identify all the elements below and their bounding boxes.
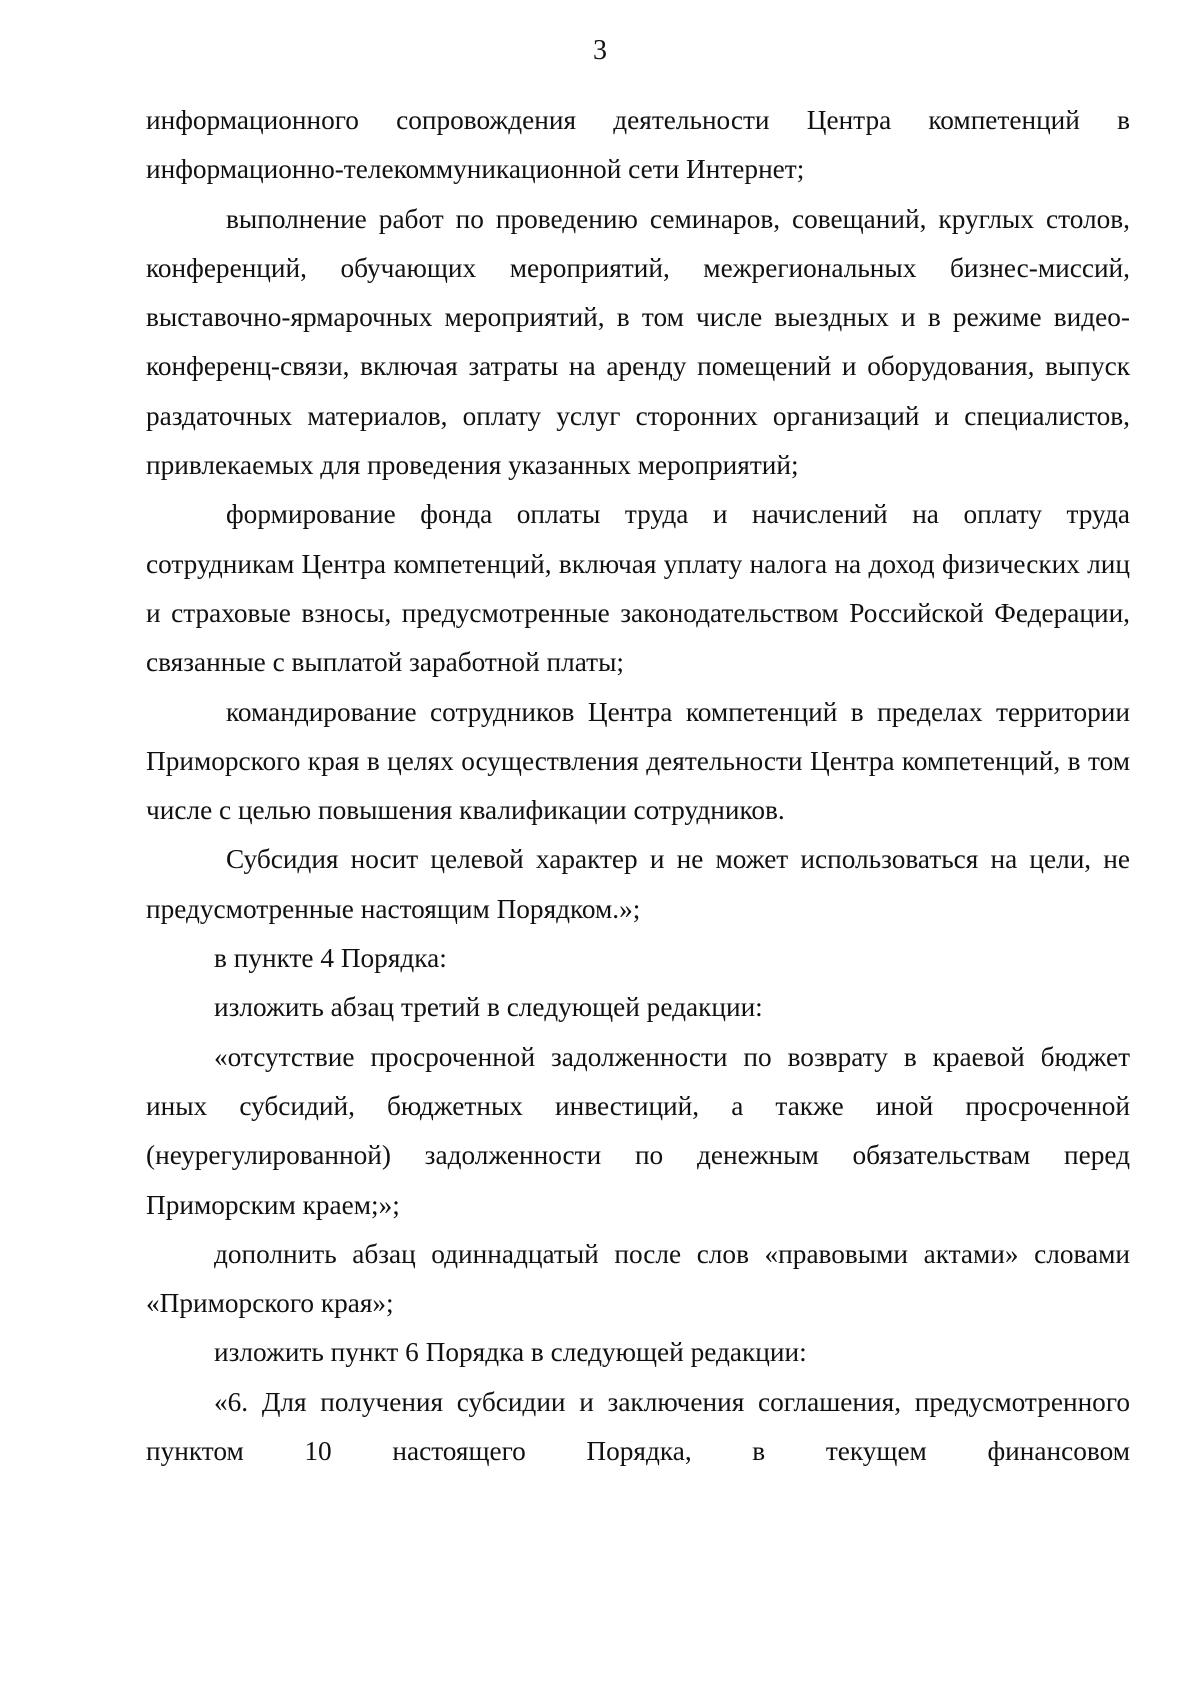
paragraph-seminars: выполнение работ по проведению семинаров, совещаний, круглых столов, конференций, обучающих мероприятий, межрегиональных бизнес-миссий, выставочно-ярмарочных мероприятий, в том числе выездных и в режиме видео-конференц-связи, включая затраты на аренду помещений и оборудования, выпуск раздаточных материалов, оплату услуг сторонних организаций и специалистов, привлекаемых для проведения указанных мероприятий; <box>146 203 1130 481</box>
page-number: 3 <box>593 35 607 66</box>
paragraph-point-6: изложить пункт 6 Порядка в следующей редакции: <box>214 1337 807 1368</box>
paragraph-payroll: формирование фонда оплаты труда и начислений на оплату труда сотрудникам Центра компетенций, включая уплату налога на доход физических лиц и страховые взносы, предусмотренные законодательством Российской Федерации, связанные с выплатой заработной платы; <box>146 499 1130 678</box>
paragraph-subsidy-purpose: Субсидия носит целевой характер и не может использоваться на цели, не предусмотренные настоящим Порядком.»; <box>146 844 1130 924</box>
paragraph-paragraph-three: изложить абзац третий в следующей редакции: <box>214 992 763 1023</box>
paragraph-eleventh-addition: дополнить абзац одиннадцатый после слов «правовыми актами» словами «Приморского края»; <box>146 1238 1130 1319</box>
paragraph-point-4: в пункте 4 Порядка: <box>214 943 447 974</box>
paragraph-point-6-text: «6. Для получения субсидии и заключения соглашения, предусмотренного пунктом 10 настоящего Порядка, в текущем финансовом <box>146 1386 1130 1467</box>
document-body <box>146 96 1130 1476</box>
paragraph-no-debt: «отсутствие просроченной задолженности по возврату в краевой бюджет иных субсидий, бюджетных инвестиций, а также иной просроченной (неурегулированной) задолженности по денежным обязательствам перед Приморским краем;»; <box>146 1041 1130 1220</box>
paragraph-business-trips: командирование сотрудников Центра компетенций в пределах территории Приморского края в целях осуществления деятельности Центра компетенций, в том числе с целью повышения квалификации сотрудников. <box>146 696 1130 826</box>
paragraph-continuation: информационного сопровождения деятельности Центра компетенций в информационно-телекоммуникационной сети Интернет; <box>146 105 1130 185</box>
